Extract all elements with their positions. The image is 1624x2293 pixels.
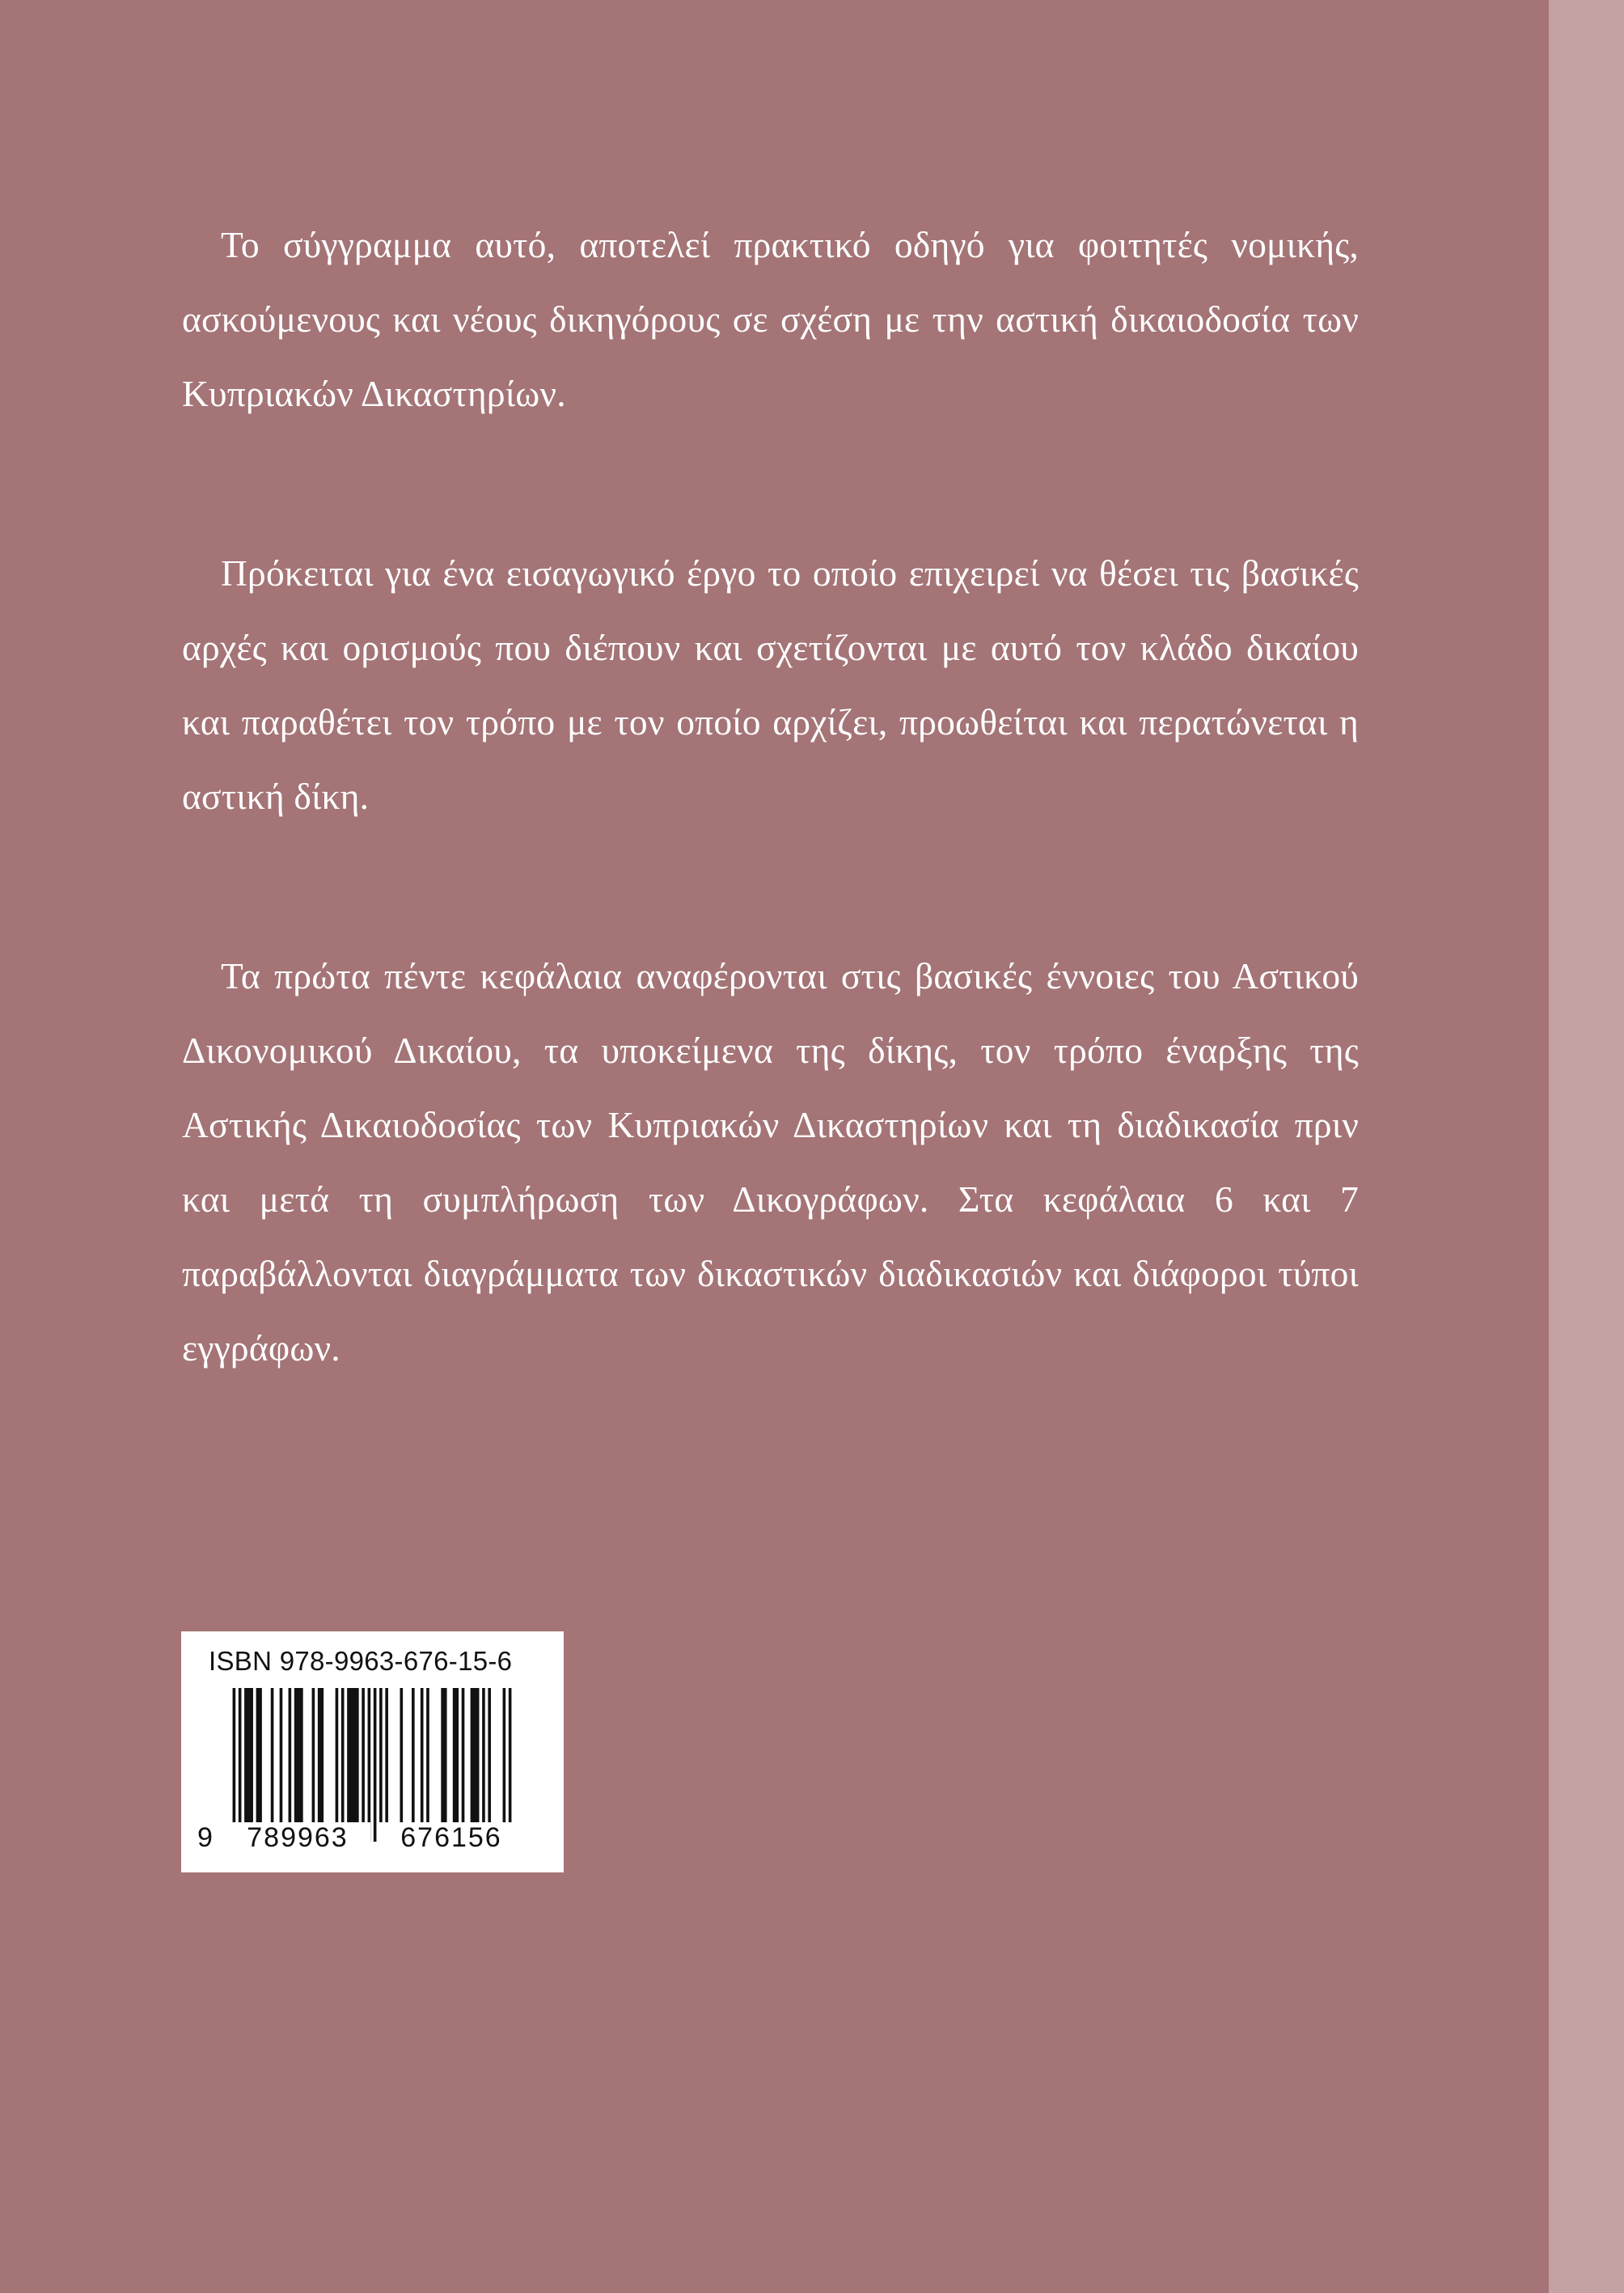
barcode-bar [509,1688,512,1842]
barcode-bar [421,1688,424,1827]
ean-digits [197,1822,547,1863]
ean-first-digit: 9 [197,1822,213,1853]
barcode-bar [347,1688,359,1827]
barcode-bar [341,1688,345,1827]
barcode-bar [280,1688,283,1827]
blurb-paragraph-2: Πρόκειται για ένα εισαγωγικό έργο το οποίο επιχειρεί να θέσει τις βασικές αρχές και ορισμούς που διέπουν και σχετίζονται με αυτό τον κλάδο δικαίου και παραθέτει τον τρόπο με τον οποίο αρχίζει, προωθείται και περατώνεται η αστική δίκη. [182,552,1359,817]
spine-strip [1549,0,1624,2293]
blurb-paragraph-1: Το σύγγραμμα αυτό, αποτελεί πρακτικό οδηγό για φοιτητές νομικής, ασκούμενους και νέους δικηγόρους σε σχέση με την αστική δικαιοδοσία των Κυπριακών Δικαστηρίων. [182,224,1359,414]
blurb-paragraph-3: Τα πρώτα πέντε κεφάλαια αναφέρονται στις βασικές έννοιες του Αστικού Δικονομικού Δικαίου, τα υποκείμενα της δίκης, τον τρόπο έναρξης της Αστικής Δικαιοδοσίας των Κυπριακών Δικαστηρίων και τη διαδικασία πριν και μετά τη συμπλήρωση των Δικογράφων. Στα κεφάλαια 6 και 7 παραβάλλονται διαγράμματα των δικαστικών διαδικασιών και διάφοροι τύποι εγγράφων. [182,955,1359,1369]
barcode-bar [368,1688,371,1842]
barcode-bar [289,1688,292,1827]
barcode-bar [426,1688,429,1827]
isbn-barcode [181,1631,564,1872]
barcode-bar [441,1688,446,1827]
barcode-bar [312,1688,315,1827]
barcode-bar [374,1688,377,1842]
barcode-bar [336,1688,339,1827]
barcode-bar [462,1688,465,1827]
barcode-bar [400,1688,403,1827]
barcode-bar [503,1688,506,1842]
barcode-bar [256,1688,262,1827]
ean-right-group: 676156 [379,1822,524,1854]
barcode-bar [318,1688,324,1827]
barcode-bar [482,1688,485,1827]
barcode-bar [233,1688,236,1842]
barcode-bar [239,1688,242,1842]
barcode-bar [385,1688,388,1827]
barcode-bar [362,1688,365,1827]
barcode-bar [244,1688,253,1827]
ean-left-group: 789963 [225,1822,370,1854]
barcode-bar [412,1688,415,1827]
blurb [182,208,1359,1386]
barcode-bar [379,1688,383,1827]
barcode-bar [294,1688,303,1827]
barcode-bar [453,1688,459,1827]
barcode-bars [197,1688,547,1842]
isbn-label: ISBN 978-9963-676-15-6 [209,1646,513,1676]
barcode-bar [271,1688,274,1827]
barcode-bar [488,1688,491,1827]
barcode-bar [471,1688,480,1827]
